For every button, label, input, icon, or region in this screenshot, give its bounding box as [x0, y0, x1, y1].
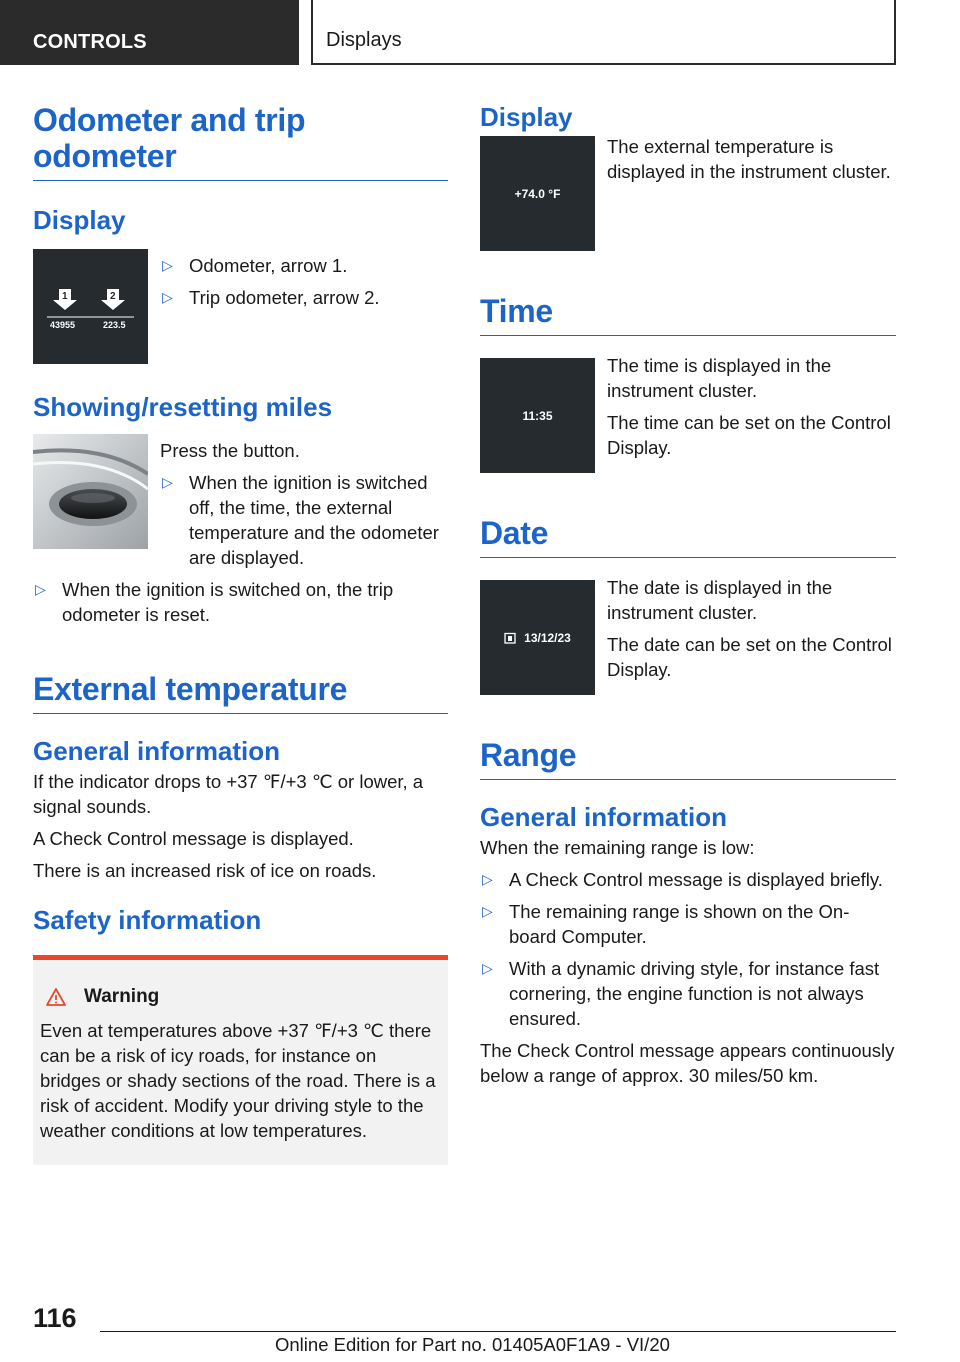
list-item: ▷ When the ignition is switched on, the trip odometer is reset.: [35, 579, 394, 625]
temperature-readout: +74.0 °F: [514, 186, 561, 201]
odometer-arrow1-label: 1: [62, 291, 68, 302]
trip-reset-button-icon: [33, 434, 148, 549]
warning-box: [33, 955, 448, 1165]
bullet-triangle-icon: ▷: [482, 871, 493, 887]
paragraph: A Check Control message is displayed.: [33, 828, 354, 849]
chapter-tab: [311, 0, 896, 65]
paragraph: There is an increased risk of ice on roads.: [33, 860, 377, 881]
warning-title: Warning: [84, 986, 160, 1007]
time-figure: [480, 358, 595, 473]
page-number: 116: [33, 1303, 77, 1333]
footer-divider: [100, 1331, 896, 1332]
press-button-text: Press the button.: [160, 440, 300, 461]
list-item: ▷ With a dynamic driving style, for instance fast cornering, the engine function is not always ensured.: [482, 958, 880, 1029]
external-temperature-title: External temperature: [33, 671, 448, 714]
general-information-heading: General information: [33, 736, 281, 766]
odometer-title: Odometer and trip odometer: [33, 102, 448, 181]
range-title: Range: [480, 737, 896, 780]
right-column: [480, 102, 896, 1088]
paragraph: When the remaining range is low:: [480, 837, 755, 858]
date-readout: 13/12/23: [524, 630, 571, 645]
odometer-arrow2-label: 2: [110, 291, 116, 302]
paragraph: If the indicator drops to +37 ℉/+3 ℃ or lower, a signal sounds.: [33, 771, 424, 817]
list-item: ▷ A Check Control message is displayed briefly.: [482, 869, 883, 890]
list-item: ▷ Odometer, arrow 1.: [162, 255, 348, 276]
paragraph: The external temperature is displayed in the instrument cluster.: [607, 136, 891, 182]
chapter-label: Displays: [326, 29, 402, 51]
odometer-figure: [33, 249, 148, 364]
section-tab: [0, 0, 299, 65]
date-title: Date: [480, 515, 896, 558]
warning-text: Even at temperatures above +37 ℉/+3 ℃ there can be a risk of icy roads, for instance on bridges or shady sections of the road. There is a risk of accident. Modify your driving style to the weather conditions at low temperatures.: [40, 1020, 436, 1141]
odometer-value: 43955: [50, 320, 76, 330]
paragraph: The Check Control message appears continuously below a range of approx. 30 miles/50 km.: [480, 1040, 895, 1086]
paragraph: The date is displayed in the instrument cluster.: [607, 577, 833, 623]
paragraph: The time can be set on the Control Display.: [607, 412, 891, 458]
time-readout: 11:35: [522, 408, 553, 423]
bullet-triangle-icon: ▷: [162, 289, 173, 305]
bullet-triangle-icon: ▷: [162, 474, 173, 490]
bullet-triangle-icon: ▷: [35, 581, 46, 597]
temperature-figure: [480, 136, 595, 251]
date-figure: [480, 580, 595, 695]
list-item: ▷ When the ignition is switched off, the time, the external temperature and the odometer are displayed.: [162, 472, 439, 568]
paragraph: The time is displayed in the instrument cluster.: [607, 355, 832, 401]
time-title: Time: [480, 293, 896, 336]
section-label: CONTROLS: [33, 31, 147, 53]
list-item: ▷ Trip odometer, arrow 2.: [162, 287, 380, 308]
odometer-arrows-icon: [33, 249, 148, 364]
button-figure: [33, 434, 148, 549]
showing-heading: Showing/resetting miles: [33, 392, 333, 422]
paragraph: The date can be set on the Control Display.: [607, 634, 892, 680]
edition-text: Online Edition for Part no. 01405A0F1A9 - VI/20: [275, 1334, 670, 1355]
warning-triangle-icon: [46, 987, 66, 1007]
general-information-heading: General information: [480, 802, 728, 832]
left-column: [33, 102, 448, 1165]
bullet-triangle-icon: ▷: [482, 960, 493, 976]
bullet-triangle-icon: ▷: [162, 257, 173, 273]
list-item: ▷ The remaining range is shown on the On-board Computer.: [482, 901, 850, 947]
display-heading: Display: [480, 102, 573, 132]
display-heading: Display: [33, 205, 126, 235]
bullet-triangle-icon: ▷: [482, 903, 493, 919]
safety-information-heading: Safety information: [33, 905, 262, 935]
calendar-icon: [504, 632, 516, 644]
trip-odometer-value: 223.5: [103, 320, 126, 330]
